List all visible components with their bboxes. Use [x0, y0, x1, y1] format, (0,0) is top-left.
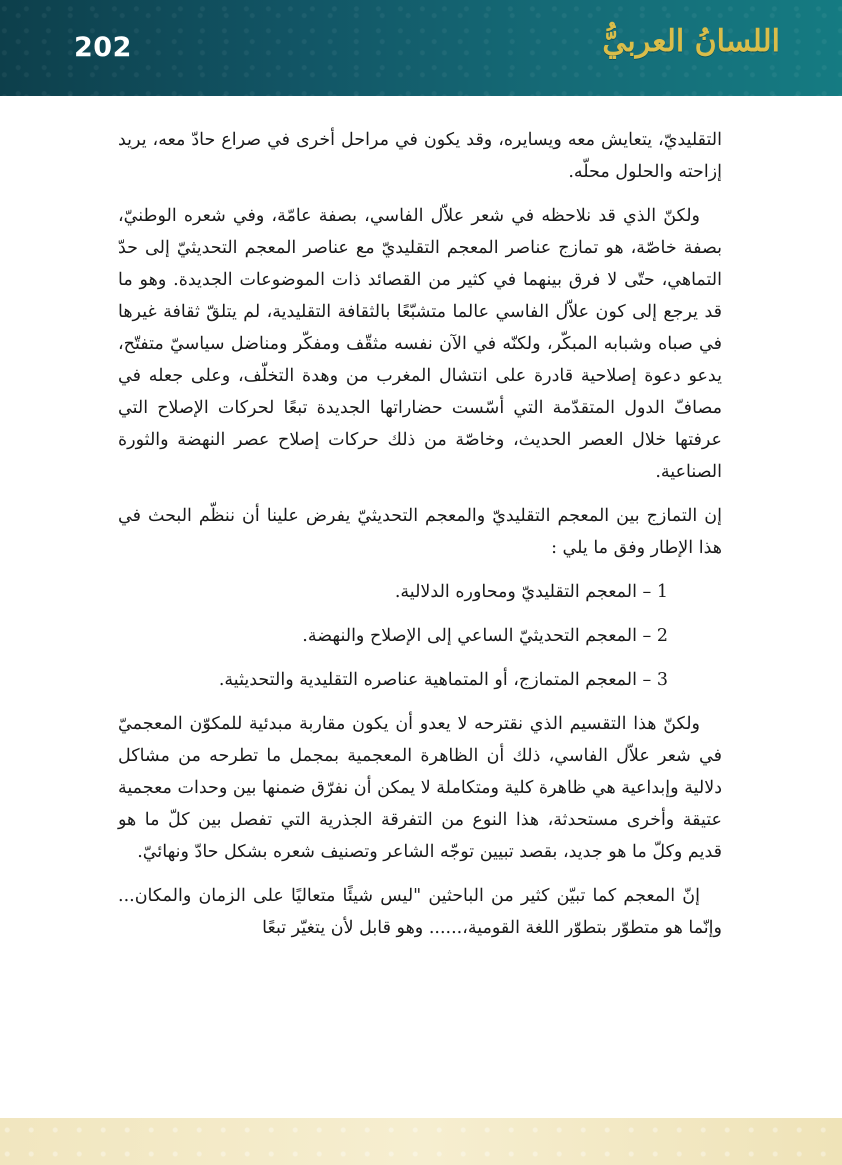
article-body	[118, 124, 722, 956]
paragraph-1: التقليديّ، يتعايش معه ويسايره، وقد يكون في مراحل أخرى في صراع حادّ معه، يريد إزاحته والحلول محلّه.	[118, 130, 722, 182]
paragraph-3: إن التمازج بين المعجم التقليديّ والمعجم التحديثيّ يفرض علينا أن ننظّم البحث في هذا الإطار وفق ما يلي :	[118, 506, 722, 558]
list-item-1: 1 – المعجم التقليديّ ومحاوره الدلالية.	[394, 582, 668, 602]
page-header	[0, 0, 842, 96]
list-item-3: 3 – المعجم المتمازج، أو المتماهية عناصره التقليدية والتحديثية.	[218, 670, 668, 690]
paragraph-2: ولكنّ الذي قد نلاحظه في شعر علاّل الفاسي، بصفة عامّة، وفي شعره الوطنيّ، بصفة خاصّة، هو تمازج عناصر المعجم التقليديّ مع عناصر المعجم التحديثيّ إلى حدّ التماهي، حتّى لا فرق بينهما في كثير من القصائد ذات الموضوعات الجديدة. وهو ما قد يرجع إلى كون علاّل الفاسي عالما متشبّعًا بالثقافة التقليدية، لم يتلقّ ثقافة غيرها في صباه وشبابه المبكّر، ولكنّه في الآن نفسه مثقّف ومفكّر ومناضل سياسيّ متفتّح، يدعو دعوة إصلاحية قادرة على انتشال المغرب من وهدة التخلّف، وعلى جعله في مصافّ الدول المتقدّمة التي أسّست حضاراتها الجديدة تبعًا لحركات الإصلاح التي عرفتها خلال العصر الحديث، وخاصّة من ذلك حركات إصلاح عصر النهضة والثورة الصناعية.	[118, 206, 722, 482]
list-item-2: 2 – المعجم التحديثيّ الساعي إلى الإصلاح والنهضة.	[302, 626, 668, 646]
journal-logo: اللسانُ العربيُّ	[602, 24, 780, 59]
paragraph-5: إنّ المعجم كما تبيّن كثير من الباحثين "ليس شيئًا متعاليًا على الزمان والمكان... وإنّما هو متطوّر بتطوّر اللغة القومية،...... وهو قابل لأن يتغيّر تبعًا	[118, 886, 722, 938]
paragraph-4: ولكنّ هذا التقسيم الذي نقترحه لا يعدو أن يكون مقاربة مبدئية للمكوّن المعجميّ في شعر علاّل الفاسي، ذلك أن الظاهرة المعجمية بمجمل ما تطرحه من مشاكل دلالية وإبداعية هي ظاهرة كلية ومتكاملة لا يمكن أن نفرّق ضمنها بين وحدات معجمية عتيقة وأخرى مستحدثة، هذا النوع من التفرقة الجذرية التي تفصل بين كلّ ما هو قديم وكلّ ما هو جديد، بقصد تبيين توجّه الشاعر وتصنيف شعره بشكل حادّ ونهائيّ.	[118, 714, 722, 862]
footer-band	[0, 1118, 842, 1165]
numbered-list	[118, 576, 722, 696]
page-number: 202	[74, 32, 132, 63]
